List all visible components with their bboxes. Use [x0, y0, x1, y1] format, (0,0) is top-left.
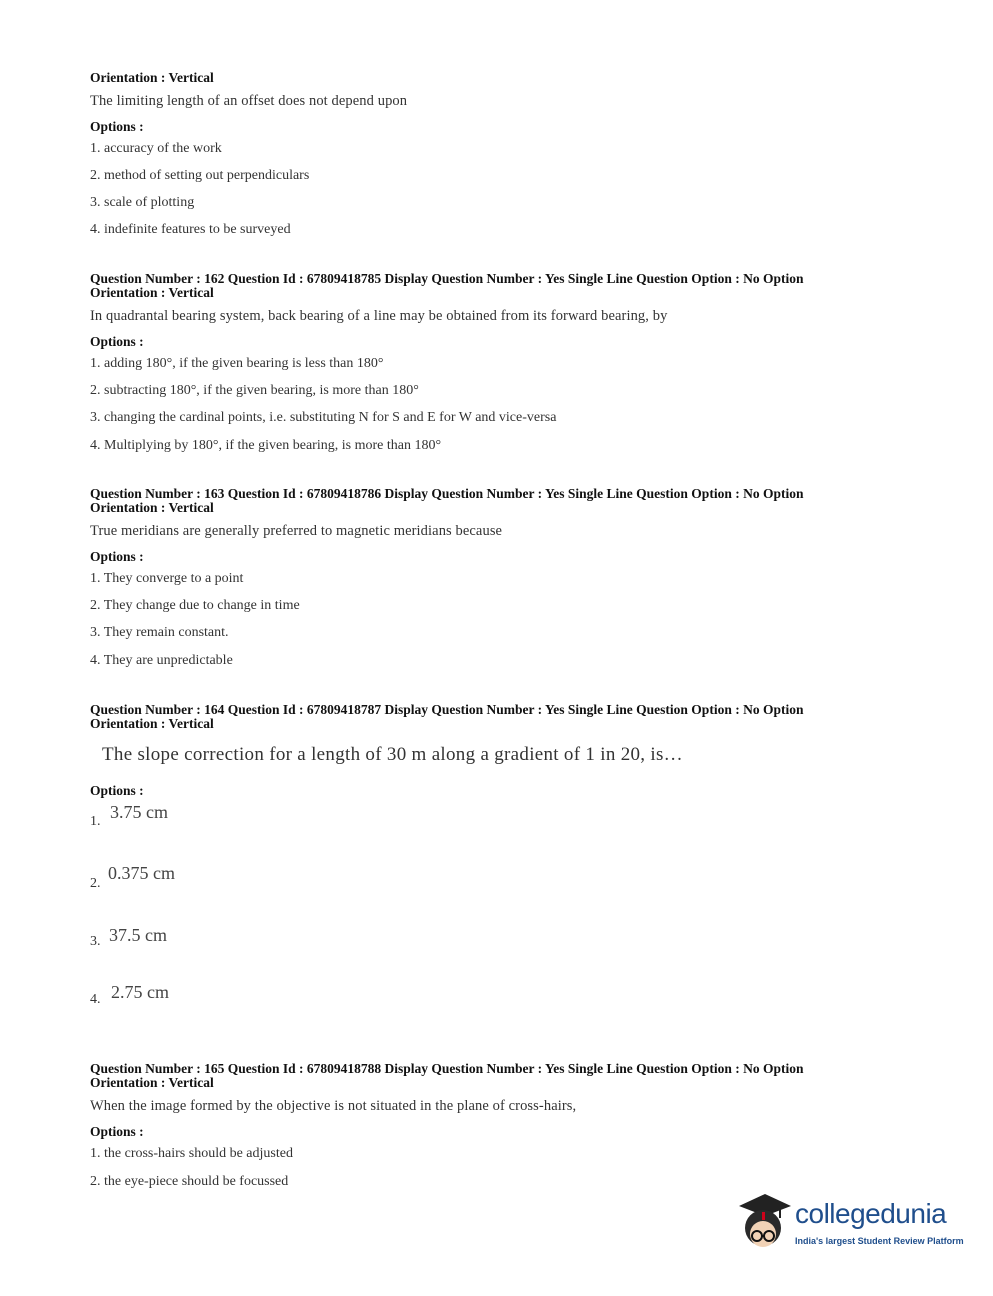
- question-text: When the image formed by the objective is not situated in the plane of cross-hairs,: [90, 1098, 577, 1114]
- question-text: In quadrantal bearing system, back bearing of a line may be obtained from its forward bearing, by: [90, 308, 668, 324]
- question-header: Question Number : 163 Question Id : 67809418786 Display Question Number : Yes Single Line Question Option : No Option: [90, 486, 804, 501]
- brand-tagline: India's largest Student Review Platform: [795, 1236, 964, 1246]
- option-2: 2. subtracting 180°, if the given bearing, is more than 180°: [90, 383, 419, 398]
- orientation-label: Orientation : Vertical: [90, 500, 214, 515]
- question-header: Question Number : 164 Question Id : 67809418787 Display Question Number : Yes Single Line Question Option : No Option: [90, 702, 804, 717]
- options-label: Options :: [90, 334, 144, 349]
- orientation-label: Orientation : Vertical: [90, 285, 214, 300]
- option-3: 3. changing the cardinal points, i.e. substituting N for S and E for W and vice-versa: [90, 410, 557, 425]
- question-text: The limiting length of an offset does not depend upon: [90, 93, 408, 109]
- options-label: Options :: [90, 549, 144, 564]
- option-2: 2. method of setting out perpendiculars: [90, 168, 310, 183]
- option-1: 1. the cross-hairs should be adjusted: [90, 1146, 293, 1161]
- option-4: 4. Multiplying by 180°, if the given bearing, is more than 180°: [90, 438, 442, 453]
- orientation-label: Orientation : Vertical: [90, 1075, 214, 1090]
- option-2-number: 2.: [90, 876, 101, 891]
- option-2: 2. They change due to change in time: [90, 598, 300, 613]
- question-text: True meridians are generally preferred to magnetic meridians because: [90, 523, 503, 539]
- option-3-value: 37.5 cm: [109, 925, 167, 945]
- option-3: 3. scale of plotting: [90, 195, 195, 210]
- orientation-label: Orientation : Vertical: [90, 70, 214, 85]
- option-2: 2. the eye-piece should be focussed: [90, 1174, 289, 1189]
- options-label: Options :: [90, 119, 144, 134]
- brand-name: collegedunia: [795, 1198, 947, 1229]
- options-label: Options :: [90, 1124, 144, 1139]
- option-4-value: 2.75 cm: [111, 982, 169, 1002]
- option-1-number: 1.: [90, 814, 101, 829]
- orientation-label: Orientation : Vertical: [90, 716, 214, 731]
- option-2-value: 0.375 cm: [108, 863, 175, 883]
- option-3-number: 3.: [90, 934, 101, 949]
- option-3: 3. They remain constant.: [90, 625, 229, 640]
- option-1: 1. accuracy of the work: [90, 141, 222, 156]
- option-1-value: 3.75 cm: [110, 802, 168, 822]
- option-4-number: 4.: [90, 992, 101, 1007]
- options-label: Options :: [90, 783, 144, 798]
- collegedunia-logo: [735, 1190, 965, 1260]
- student-mascot-icon: [735, 1190, 793, 1258]
- option-1: 1. adding 180°, if the given bearing is less than 180°: [90, 356, 384, 371]
- option-4: 4. They are unpredictable: [90, 653, 233, 668]
- option-1: 1. They converge to a point: [90, 571, 244, 586]
- question-header: Question Number : 162 Question Id : 67809418785 Display Question Number : Yes Single Line Question Option : No Option: [90, 271, 804, 286]
- option-4: 4. indefinite features to be surveyed: [90, 222, 291, 237]
- question-text: The slope correction for a length of 30 m along a gradient of 1 in 20, is…: [102, 744, 683, 765]
- question-header: Question Number : 165 Question Id : 67809418788 Display Question Number : Yes Single Line Question Option : No Option: [90, 1061, 804, 1076]
